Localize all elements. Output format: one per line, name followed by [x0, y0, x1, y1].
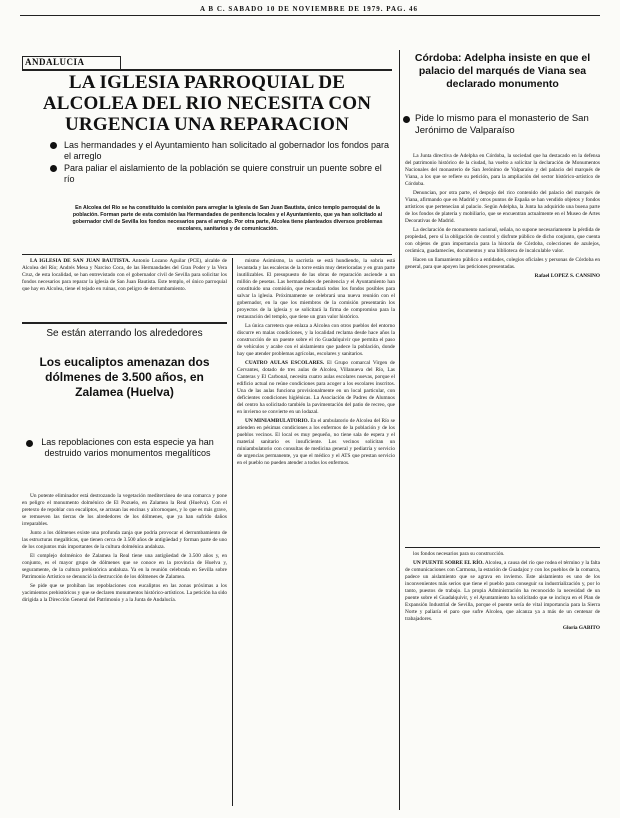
bullet-dot-icon — [50, 142, 57, 149]
bullet-dot-icon — [403, 116, 410, 123]
right-body-2 — [405, 551, 600, 811]
main-col1-para: LA IGLESIA DE SAN JUAN BAUTISTA. Antonio Lozano Aguilar (PCE), alcalde de Alcolea del Río; Andrés Mesa y Narciso Coca, de las Hermandades del Gran Poder y la Vera Cruz, de esta localidad, se han entrevistado con el gobernador civil de Sevilla para solicitar los fondos necesarios para reparar la iglesia de San Juan Bautista. Este templo, el único parroquial que hay en Alcolea, tiene el tejado en ruinas, con peligro de derrumbamiento. — [22, 258, 227, 292]
column-divider-1 — [232, 258, 233, 806]
sub-para-4: Se pide que se prohíban las repoblaciones con eucaliptos en las zonas próximas a los yacimientos prehistóricos y que se declaren monumentos histórico-artísticos. La petición ha sido dirigida a la Dirección General del Patrimonio y a la Junta de Andalucía. — [22, 583, 227, 603]
right-signature: Rafael LOPEZ S. CANSINO — [534, 273, 600, 279]
column-divider-2 — [399, 50, 400, 810]
page-header: A B C. SABADO 10 DE NOVIEMBRE DE 1979. PAG. 46 — [200, 5, 418, 13]
right2-para-1: los fondos necesarios para su construcción. — [413, 551, 505, 557]
main-headline: LA IGLESIA PARROQUIAL DE ALCOLEA DEL RIO NECESITA CON URGENCIA UNA REPARACION — [42, 72, 372, 135]
sub-article-rule — [22, 322, 227, 324]
header-rule — [20, 15, 600, 16]
section-tag: ANDALUCIA — [22, 56, 121, 70]
sub-body — [22, 493, 227, 811]
sub-bullet: Las repoblaciones con esta especie ya han destruido varios monumentos megalíticos — [30, 437, 225, 459]
main-col-1 — [22, 258, 227, 318]
right-body — [405, 153, 600, 543]
main-bullets — [50, 140, 390, 186]
right-bullet: Pide lo mismo para el monasterio de San Jerónimo de Valparaíso — [415, 113, 595, 137]
sub-headline: Los eucaliptos amenazan dos dólmenes de 3.500 años, en Zalamea (Huelva) — [39, 355, 210, 399]
standfirst-rule — [22, 254, 392, 255]
right-para-3: La declaración de monumento nacional, señala, no supone necesariamente la pérdida de propiedad, pero sí la obligación de control y disfrute público de dicho conjunto, que cuenta con objetos de gran importancia para la historia de Córdoba, colecciones de azulejos, cerámica, guadamecíes, documentos y una biblioteca de incalculable valor. — [405, 227, 600, 254]
main-bullet-1: Las hermandades y el Ayuntamiento han solicitado al gobernador los fondos para el arreglo — [50, 140, 390, 162]
main-col2-para-4: UN MINIAMBULATORIO. En el ambulatorio de Alcolea del Río se atienden en pésimas condiciones a los enfermos de la población y de los pueblos vecinos. El local es muy pequeño, no tiene sala de espera y el material sanitario es insuficiente. Los vecinos solicitan un miniambulatorio con consultas de medicina general y pediatría y servicio de urgencias permanente, ya que el médico y el ATS que prestan servicio en el pueblo no pueden atender a todos los enfermos. — [237, 418, 395, 466]
right2-para-2: UN PUENTE SOBRE EL RÍO. Alcolea, a causa del río que rodea el término y la falta de comunicaciones con Carmona, la estación de Guadajoz y con los pueblos de la comarca, padece un aislamiento que se agrava en invierno. Este aislamiento es uno de los inconvenientes más serios que tiene el pueblo para conseguir su industrialización y, por lo tanto, puestos de trabajo. La propia Administración ha reconocido la necesidad de un puente sobre el Guadalquivir, y el Ayuntamiento ha solicitado que se incluya en el Plan de Expansión Industrial de Sevilla, porque el puente sería de vital importancia para la Sierra Norte y paliaría el paro que sufre Alcolea, que alcanza ya a más de un centenar de trabajadores. — [405, 560, 600, 622]
main-col-2 — [237, 258, 395, 810]
right-para-2: Denuncian, por otra parte, el despojo del rico contenido del palacio del marqués de Viana, afirmando que en Madrid y otros puntos de España se han vendido objetos y fondos artísticos que pertenecían al palacio. Según Adelpha, la Junta ha adquirido una buena parte de los fondos de platería y mobiliario, que se encuentran actualmente en el Museo de Artes Decorativas de Madrid. — [405, 190, 600, 224]
right-split-rule — [405, 547, 600, 548]
bullet-dot-icon — [50, 165, 57, 172]
right-headline: Córdoba: Adelpha insiste en que el palacio del marqués de Viana sea declarado monumento — [414, 52, 591, 90]
main-standfirst: En Alcolea del Río se ha constituido la comisión para arreglar la iglesia de San Juan Bautista, único templo parroquial de la población. Forman parte de esta comisión las Hermandades de penitencia locales y el Ayuntamiento, que ya han solicitado al gobernador civil de Sevilla los fondos necesarios para el arreglo. Por otra parte, Alcolea tiene planteados diversos problemas escolares, sanitarios y de comunicación. — [72, 205, 383, 232]
right-para-4: Hacen un llamamiento público a entidades, colegios oficiales y personas de Córdoba en general, para que apoyen las peticiones presentadas. — [405, 257, 600, 270]
sub-kicker: Se están aterrando los alrededores — [46, 328, 203, 339]
sub-para-2: Junto a los dólmenes existe una profunda zanja que podría provocar el derrumbamiento de las estructuras megalíticas, que tienen cerca de 3.500 años de antigüedad y forman parte de uno de los conjuntos más importantes de la cultura dolménica andaluza. — [22, 530, 227, 550]
sub-para-1: Un potente eliminador está destrozando la vegetación mediterránea de una comarca y pone en peligro el monumento dolménico de El Pozuelo, en Zalamea la Real (Huelva). Con el pretexto de repoblar con eucaliptos, se arrasan las encinas y alcornoques, y lo que es más grave, se remueven las tierras de los alrededores de los dólmenes, que ya han sufrido daños irreparables. — [22, 493, 227, 527]
sub-para-3: El complejo dolménico de Zalamea la Real tiene una antigüedad de 3.500 años y, en conjunto, es el mayor grupo de dólmenes que se conoce en la provincia de Huelva y, seguramente, de la cultura prehistórica andaluza. Ya en la reunión celebrada en Sevilla sobre Patrimonio Artístico se denunció la destrucción de los dólmenes de Zalamea. — [22, 553, 227, 580]
section-rule — [22, 69, 392, 71]
main-col2-para-1: mismo Asimismo, la sacristía se está hundiendo, la sobria está levantada y las escaleras de la torre están muy deterioradas y en gran parte inutilizables. El presupuesto de las obras de reparación asciende a un millón de pesetas. Las hermandades de penitencia y el Ayuntamiento han constituido una comisión, que recaudará todos los fondos posibles para salvar la iglesia. Próximamente se celebrará una nueva reunión con el gobernador, en la que los miembros de la comisión presentarán los proyectos de la iglesia y se solicitará la firma de compromiso para la restauración del templo, que tiene un gran valor histórico. — [237, 258, 395, 320]
bullet-dot-icon — [26, 440, 33, 447]
right-signature-2: Gloria GABITO — [562, 625, 600, 631]
main-col2-para-2: La única carretera que enlaza a Alcolea con otros pueblos del entorno discurre en malas condiciones, y la localidad reclama desde hace años la construcción de un puente sobre el río Guadalquivir que permita el paso de vehículos y acabe con el aislamiento que padece la población, donde hay que atender problemas agrícolas, escolares y sanitarios. — [237, 323, 395, 357]
right-para-1: La Junta directiva de Adelpha en Córdoba, la sociedad que ha destacado en la defensa del patrimonio histórico de la ciudad, ha vuelto a solicitar la declaración de Monumentos Nacionales del monasterio de San Jerónimo de Valparaíso y del palacio del marqués de Viana, a los que se refiere su petición, para la ampliación del sector histórico-artístico de Córdoba. — [405, 153, 600, 187]
main-col2-para-3: CUATRO AULAS ESCOLARES. El Grupo comarcal Virgen de Cervantes, dotado de tres aulas de Alcolea, Villanueva del Río, Las Canteras y El Carbonal, necesita cuatro aulas escolares nuevas, porque el edificio actual no reúne condiciones para acoger a los escolares inscritos. Una de las aulas funciona provisionalmente en un local particular, con deficientes condiciones higiénicas. La Asociación de Padres de Alumnos del centro ha solicitado también la pavimentación del patio de recreo, que en invierno se convierte en un lodazal. — [237, 360, 395, 415]
main-bullet-2: Para paliar el aislamiento de la población se quiere construir un puente sobre el río — [50, 163, 390, 185]
